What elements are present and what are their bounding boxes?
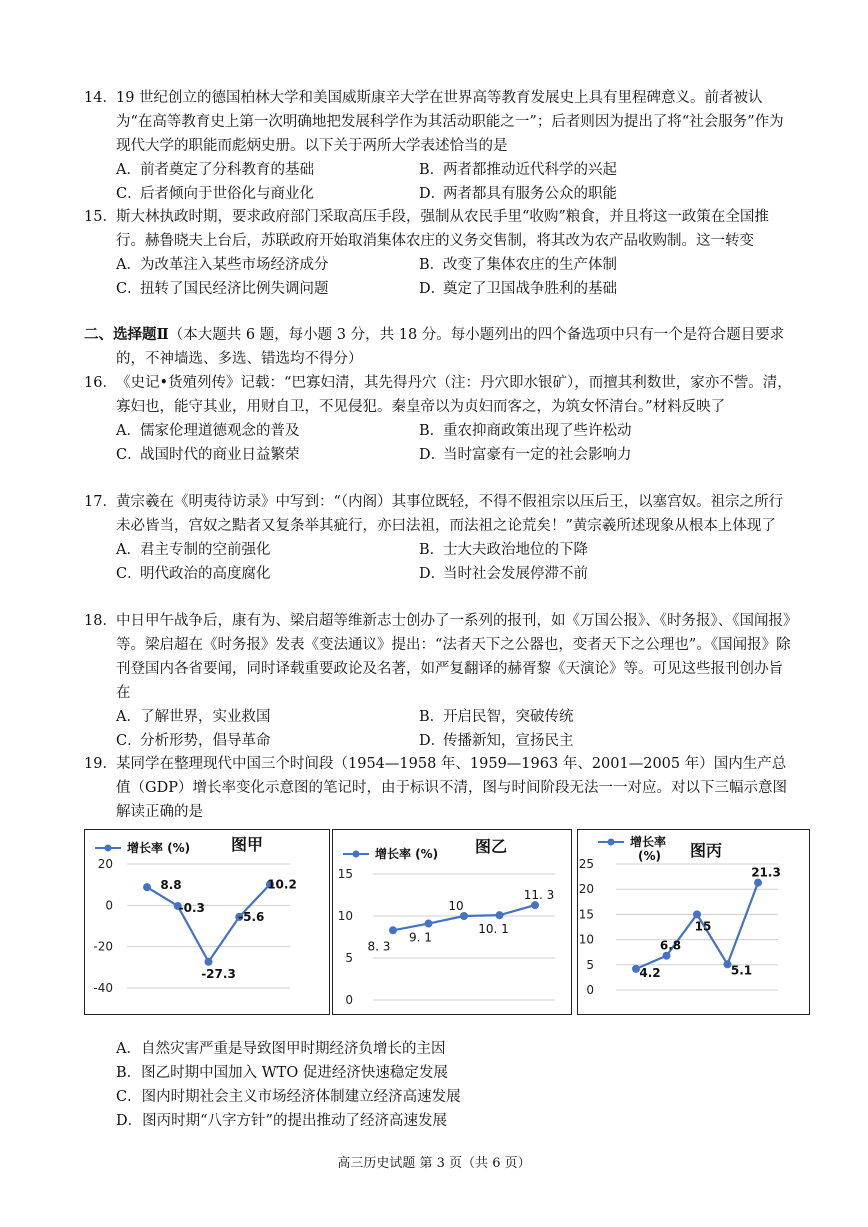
data-label: -0.3	[178, 900, 205, 915]
question-17	[84, 490, 794, 586]
question-19-options	[116, 1037, 461, 1133]
chart-bing-svg	[578, 830, 809, 1014]
option-c: C．图内时期社会主义市场经济体制建立经济高速发展	[116, 1089, 461, 1105]
data-point	[663, 952, 671, 960]
y-tick-label: 10	[337, 909, 353, 923]
legend-marker	[608, 839, 615, 846]
y-tick-label: 15	[337, 867, 353, 881]
legend-marker	[105, 845, 112, 852]
data-point	[531, 901, 539, 909]
question-stem: 中日甲午战争后，康有为、梁启超等维新志士创办了一系列的报刊，如《万国公报》、《时务报》、《国闻报》等。梁启超在《时务报》发表《变法通议》提出：“法者天下之公器也，变者天下之公理也”。《国闻报》除刊登国内各省要闻，同时译载重要政论及名著，如严复翻译的赫胥黎《天演论》等。可见这些报刊创办旨在	[116, 613, 791, 701]
data-point	[389, 926, 397, 934]
question-number: 17．	[84, 494, 117, 510]
legend-label: 增长率 (%)	[127, 841, 191, 855]
question-15	[84, 205, 794, 301]
data-label: 6.8	[659, 938, 682, 953]
data-point	[205, 958, 213, 966]
data-label: 15	[694, 919, 712, 934]
y-tick-label: -40	[93, 981, 113, 995]
question-number: 19．	[84, 756, 117, 772]
option-b: B．士大夫政治地位的下降	[419, 542, 588, 558]
question-18	[84, 609, 794, 753]
chart-jia-svg	[85, 830, 329, 1014]
chart-group	[84, 829, 810, 1017]
y-tick-label: 25	[578, 857, 594, 871]
option-c: C．分析形势，倡导革命	[116, 733, 271, 749]
y-tick-label: 5	[586, 957, 594, 972]
data-label: -5.6	[238, 909, 265, 924]
data-point	[693, 910, 701, 918]
question-stem: 《史记•货殖列传》记载：“巴寡妇清，其先得丹穴（注：丹穴即水银矿），而擅其利数世，家亦不訾。清，寡妇也，能守其业，用财自卫，不见侵犯。秦皇帝以为贞妇而客之，为筑女怀清台。”材料反映了	[116, 375, 792, 415]
option-b: B．改变了集体农庄的生产体制	[419, 257, 617, 273]
data-point	[143, 883, 151, 891]
option-d: D．传播新知，宣扬民主	[419, 733, 574, 749]
data-label: 8. 3	[367, 939, 391, 954]
data-point	[460, 912, 468, 920]
data-label: 21.3	[751, 865, 781, 880]
section-title: 二、选择题Ⅱ	[84, 326, 169, 343]
option-a: A．儒家伦理道德观念的普及	[116, 423, 300, 439]
data-label: 10.2	[267, 877, 297, 892]
question-number: 18．	[84, 613, 117, 629]
option-c: C．扭转了国民经济比例失调问题	[116, 281, 329, 297]
option-d: D．当时富豪有一定的社会影响力	[419, 447, 632, 463]
option-a: A．为改革注入某些市场经济成分	[116, 257, 329, 273]
question-19	[84, 752, 794, 824]
legend-label: (%)	[638, 849, 661, 863]
option-d: D．两者都具有服务公众的职能	[419, 186, 617, 202]
data-label: -27.3	[201, 966, 236, 981]
option-c: C．战国时代的商业日益繁荣	[116, 447, 300, 463]
question-16	[84, 371, 794, 467]
y-tick-label: 10	[578, 932, 594, 947]
chart-yi	[332, 829, 572, 1015]
section-description: （本大题共 6 题，每小题 3 分，共 18 分。每小题列出的四个备选项中只有一个是符合题目要求的，不神墙选、多选、错选均不得分）	[116, 327, 785, 367]
option-b: B．图乙时期中国加入 WTO 促进经济快速稳定发展	[116, 1065, 448, 1081]
y-tick-label: 0	[345, 993, 353, 1007]
y-tick-label: 0	[105, 898, 113, 913]
chart-jia	[84, 829, 330, 1015]
data-label: 4.2	[639, 965, 661, 980]
option-d: D．图丙时期“八字方针”的提出推动了经济高速发展	[116, 1113, 447, 1129]
question-number: 16．	[84, 375, 117, 391]
section-2-header	[84, 323, 794, 371]
page-footer: 高三历史试题 第 3 页（共 6 页）	[337, 1156, 531, 1171]
y-tick-label: 5	[345, 951, 353, 965]
chart-bing	[577, 829, 810, 1015]
data-label: 10. 1	[478, 922, 509, 937]
option-c: C．后者倾向于世俗化与商业化	[116, 186, 314, 202]
chart-title: 图乙	[475, 837, 508, 856]
question-number: 14．	[84, 90, 117, 106]
data-label: 8.8	[160, 878, 182, 893]
question-stem: 19 世纪创立的德国柏林大学和美国威斯康辛大学在世界高等教育发展史上具有里程碑意义。前者被认为“在高等教育史上第一次明确地把发展科学作为其活动职能之一”；后者则因为提出了将“社会服务”作为现代大学的职能而彪炳史册。以下关于两所大学表述恰当的是	[116, 90, 784, 154]
data-label: 5.1	[730, 963, 753, 978]
data-point	[496, 911, 504, 919]
question-stem: 黄宗羲在《明夷待访录》中写到：“（内阁）其事位既轻，不得不假祖宗以压后王，以塞宫奴。祖宗之所行未必皆当，宫奴之黠者又复条举其疵行，亦曰法祖，而法祖之论荒矣！”黄宗羲所述现象从根本上体现了	[116, 494, 784, 534]
y-tick-label: 0	[586, 983, 594, 997]
option-b: B．两者都推动近代科学的兴起	[419, 162, 617, 178]
question-stem: 斯大林执政时期，要求政府部门采取高压手段，强制从农民手里“收购”粮食，并且将这一政策在全国推行。赫鲁晓夫上台后，苏联政府开始取消集体农庄的义务交售制，将其改为农产品收购制。这一转变	[116, 209, 769, 249]
legend-marker	[353, 851, 360, 858]
question-14	[84, 86, 794, 206]
option-d: D．当时社会发展停滞不前	[419, 566, 588, 582]
data-label: 9. 1	[409, 930, 432, 945]
chart-title: 图甲	[231, 835, 264, 854]
y-tick-label: -20	[93, 939, 113, 954]
option-a: A．了解世界，实业救国	[116, 709, 271, 725]
question-number: 15．	[84, 209, 117, 225]
data-point	[754, 879, 762, 887]
data-label: 11. 3	[523, 888, 555, 903]
data-point	[425, 920, 433, 928]
y-tick-label: 20	[97, 857, 113, 871]
option-a: A．君主专制的空前强化	[116, 542, 271, 558]
option-a: A．前者奠定了分科教育的基础	[116, 162, 314, 178]
legend-label: 增长率 (%)	[375, 847, 439, 861]
option-b: B．开启民智，突破传统	[419, 709, 574, 725]
data-label: 10	[448, 899, 464, 913]
chart-yi-svg	[333, 830, 571, 1014]
legend-label: 增长率	[630, 835, 667, 849]
y-tick-label: 20	[578, 882, 594, 897]
option-c: C．明代政治的高度腐化	[116, 566, 271, 582]
option-a: A．自然灾害严重是导致图甲时期经济负增长的主因	[116, 1041, 446, 1057]
option-b: B．重农抑商政策出现了些许松动	[419, 423, 632, 439]
chart-title: 图丙	[690, 841, 723, 860]
question-stem: 某同学在整理现代中国三个时间段（1954—1958 年、1959—1963 年、2001—2005 年）国内生产总值（GDP）增长率变化示意图的笔记时，由于标识不清，图与时间阶段无法一一对应。对以下三幅示意图解读正确的是	[116, 756, 787, 820]
y-tick-label: 15	[578, 907, 594, 922]
option-d: D．奠定了卫国战争胜利的基础	[419, 281, 617, 297]
